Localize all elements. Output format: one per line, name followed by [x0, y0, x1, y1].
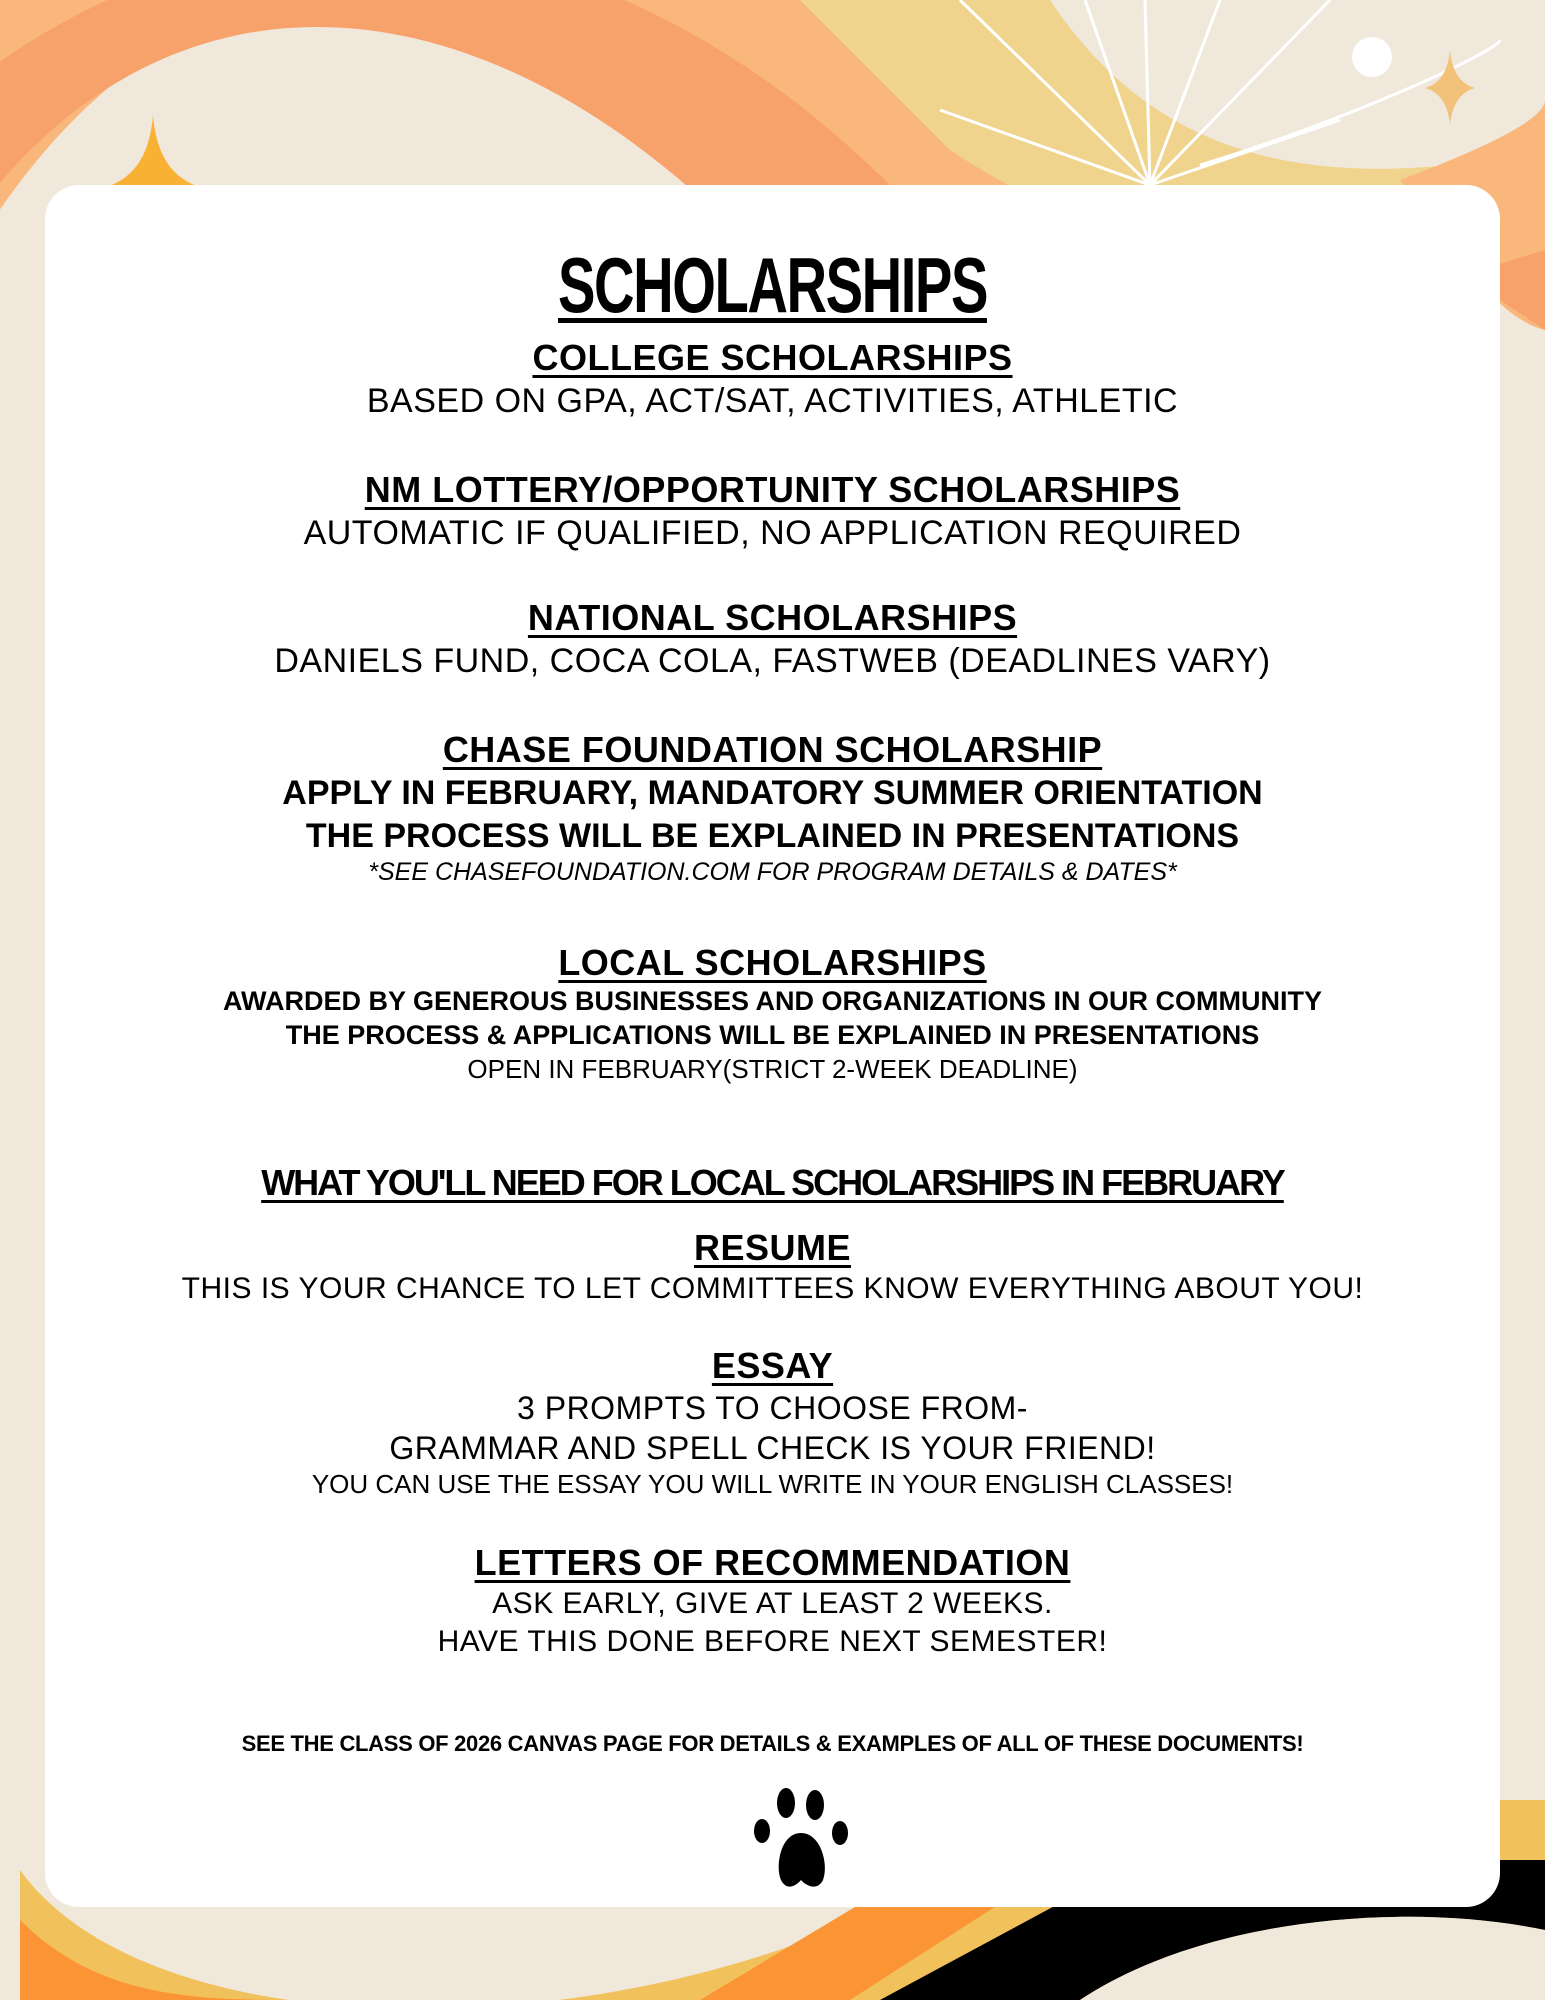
section-line: DANIELS FUND, COCA COLA, FASTWEB (DEADLINES VARY): [274, 642, 1271, 680]
paw-print-icon: [737, 1785, 867, 1895]
section-note: *SEE CHASEFOUNDATION.COM FOR PROGRAM DETAILS & DATES*: [368, 858, 1177, 886]
need-line: 3 PROMPTS TO CHOOSE FROM-: [517, 1390, 1028, 1426]
section-heading: NATIONAL SCHOLARSHIPS: [527, 597, 1018, 638]
section-line: THE PROCESS & APPLICATIONS WILL BE EXPLAINED IN PRESENTATIONS: [285, 1019, 1260, 1050]
need-heading: ESSAY: [711, 1345, 834, 1386]
section-heading: LOCAL SCHOLARSHIPS: [558, 942, 987, 983]
need-letters: [45, 1540, 1500, 1660]
need-heading: LETTERS OF RECOMMENDATION: [474, 1542, 1071, 1583]
section-line: AUTOMATIC IF QUALIFIED, NO APPLICATION REQUIRED: [303, 514, 1242, 552]
needs-heading: WHAT YOU'LL NEED FOR LOCAL SCHOLARSHIPS IN FEBRUARY: [261, 1162, 1284, 1203]
section-local: [45, 940, 1500, 1085]
section-line: APPLY IN FEBRUARY, MANDATORY SUMMER ORIENTATION: [282, 774, 1263, 812]
needs-heading-block: [45, 1160, 1500, 1205]
need-resume: [45, 1225, 1500, 1308]
need-line: ASK EARLY, GIVE AT LEAST 2 WEEKS.: [492, 1587, 1053, 1620]
section-line: AWARDED BY GENEROUS BUSINESSES AND ORGANIZATIONS IN OUR COMMUNITY: [222, 986, 1323, 1016]
need-line: THIS IS YOUR CHANCE TO LET COMMITTEES KNOW EVERYTHING ABOUT YOU!: [181, 1272, 1364, 1305]
need-essay: [45, 1343, 1500, 1501]
need-line: HAVE THIS DONE BEFORE NEXT SEMESTER!: [437, 1624, 1108, 1658]
page-title: SCHOLARSHIPS: [558, 241, 987, 329]
planet-icon: [1352, 37, 1392, 77]
section-college: [45, 335, 1500, 423]
section-heading: NM LOTTERY/OPPORTUNITY SCHOLARSHIPS: [364, 469, 1181, 510]
section-line: OPEN IN FEBRUARY(STRICT 2-WEEK DEADLINE): [467, 1053, 1078, 1084]
footer-note-block: [45, 1730, 1500, 1758]
section-heading: CHASE FOUNDATION SCHOLARSHIP: [442, 729, 1103, 770]
section-heading: COLLEGE SCHOLARSHIPS: [532, 337, 1013, 378]
section-nm-lottery: [45, 467, 1500, 555]
section-line: BASED ON GPA, ACT/SAT, ACTIVITIES, ATHLETIC: [366, 382, 1179, 420]
need-heading: RESUME: [693, 1227, 852, 1268]
section-chase: [45, 727, 1500, 888]
need-line: GRAMMAR AND SPELL CHECK IS YOUR FRIEND!: [389, 1430, 1156, 1466]
footer-note: SEE THE CLASS OF 2026 CANVAS PAGE FOR DETAILS & EXAMPLES OF ALL OF THESE DOCUMENTS!: [241, 1731, 1304, 1756]
section-national: [45, 595, 1500, 683]
section-line: THE PROCESS WILL BE EXPLAINED IN PRESENTATIONS: [305, 816, 1240, 855]
need-line: YOU CAN USE THE ESSAY YOU WILL WRITE IN YOUR ENGLISH CLASSES!: [311, 1469, 1234, 1499]
